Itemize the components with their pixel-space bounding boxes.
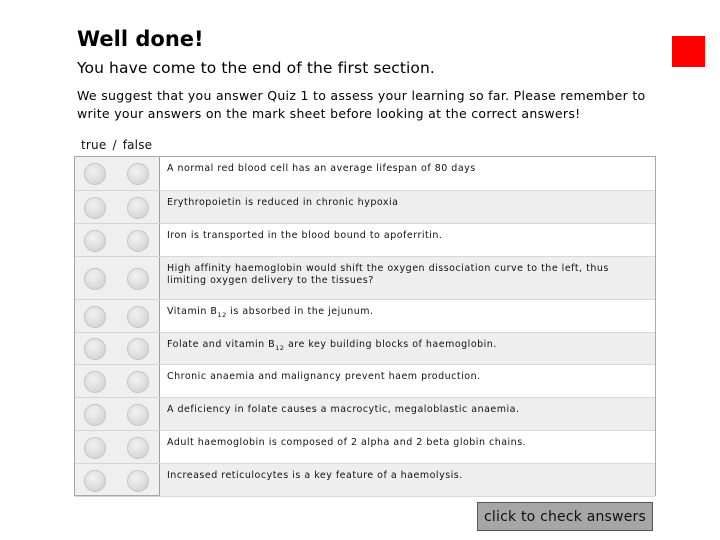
quiz-row — [75, 191, 655, 224]
page-title: Well done! — [77, 27, 204, 51]
statement-text — [167, 437, 647, 449]
statement-text-main: Vitamin B — [167, 306, 218, 317]
radio-true-3[interactable] — [84, 230, 106, 252]
quiz-table — [74, 156, 656, 496]
radio-true-6[interactable] — [84, 338, 106, 360]
true-false-header — [81, 138, 152, 152]
statement-cell — [160, 398, 655, 431]
radio-false-3[interactable] — [127, 230, 149, 252]
radio-false-2[interactable] — [127, 197, 149, 219]
false-column-label: false — [122, 138, 153, 152]
quiz-row — [75, 431, 655, 464]
statement-cell — [160, 431, 655, 464]
statement-text-main: Increased reticulocytes is a key feature of a haemolysis. — [167, 470, 463, 481]
statement-cell — [160, 191, 655, 224]
statement-cell — [160, 224, 655, 257]
radio-true-10[interactable] — [84, 470, 106, 492]
quiz-row — [75, 333, 655, 365]
statement-text-main: A deficiency in folate causes a macrocytic, megaloblastic anaemia. — [167, 404, 520, 415]
radio-true-9[interactable] — [84, 437, 106, 459]
statement-cell — [160, 157, 655, 191]
radio-false-6[interactable] — [127, 338, 149, 360]
radio-false-1[interactable] — [127, 163, 149, 185]
radio-true-4[interactable] — [84, 268, 106, 290]
statement-text — [167, 306, 647, 321]
statement-text — [167, 230, 647, 242]
quiz-row — [75, 224, 655, 257]
radio-false-4[interactable] — [127, 268, 149, 290]
statement-text-main: Erythropoietin is reduced in chronic hypoxia — [167, 197, 399, 208]
statement-cell — [160, 300, 655, 333]
statement-text-main: A normal red blood cell has an average lifespan of 80 days — [167, 163, 476, 174]
page-subtitle: You have come to the end of the first section. — [77, 59, 435, 77]
radio-true-2[interactable] — [84, 197, 106, 219]
radio-false-10[interactable] — [127, 470, 149, 492]
statement-text-main: Iron is transported in the blood bound to apoferritin. — [167, 230, 443, 241]
statement-text — [167, 197, 647, 209]
instructions-paragraph: We suggest that you answer Quiz 1 to assess your learning so far. Please remember to write your answers on the mark sheet before looking at the correct answers! — [77, 88, 646, 121]
statement-text — [167, 404, 647, 416]
quiz-row — [75, 398, 655, 431]
radio-true-5[interactable] — [84, 306, 106, 328]
statement-subscript: 12 — [275, 343, 285, 352]
statement-text — [167, 470, 647, 482]
true-column-label: true — [81, 138, 107, 152]
radio-true-8[interactable] — [84, 404, 106, 426]
quiz-row — [75, 464, 655, 497]
radio-true-1[interactable] — [84, 163, 106, 185]
statement-text — [167, 371, 647, 383]
check-answers-button[interactable]: click to check answers — [477, 502, 653, 531]
red-square-marker — [672, 36, 705, 67]
statement-text-main: Chronic anaemia and malignancy prevent haem production. — [167, 371, 481, 382]
statement-text — [167, 163, 647, 175]
statement-text — [167, 263, 647, 287]
statement-text-rest: is absorbed in the jejunum. — [226, 306, 374, 317]
statement-cell — [160, 464, 655, 497]
quiz-row — [75, 365, 655, 398]
radio-false-9[interactable] — [127, 437, 149, 459]
statement-cell — [160, 365, 655, 398]
column-separator: / — [112, 138, 117, 152]
quiz-row — [75, 300, 655, 333]
quiz-row — [75, 157, 655, 191]
statement-text-main: Folate and vitamin B — [167, 339, 276, 350]
radio-false-8[interactable] — [127, 404, 149, 426]
row-divider — [75, 496, 160, 497]
statement-cell — [160, 333, 655, 365]
statement-text-main: Adult haemoglobin is composed of 2 alpha and 2 beta globin chains. — [167, 437, 527, 448]
radio-false-5[interactable] — [127, 306, 149, 328]
statement-text — [167, 339, 647, 354]
quiz-row — [75, 257, 655, 300]
radio-false-7[interactable] — [127, 371, 149, 393]
statement-text-rest: are key building blocks of haemoglobin. — [284, 339, 497, 350]
statement-cell — [160, 257, 655, 300]
statement-text-main: High affinity haemoglobin would shift the oxygen dissociation curve to the left, thus limiting oxygen delivery to the tissues? — [167, 263, 609, 286]
statement-subscript: 12 — [217, 310, 227, 319]
radio-true-7[interactable] — [84, 371, 106, 393]
